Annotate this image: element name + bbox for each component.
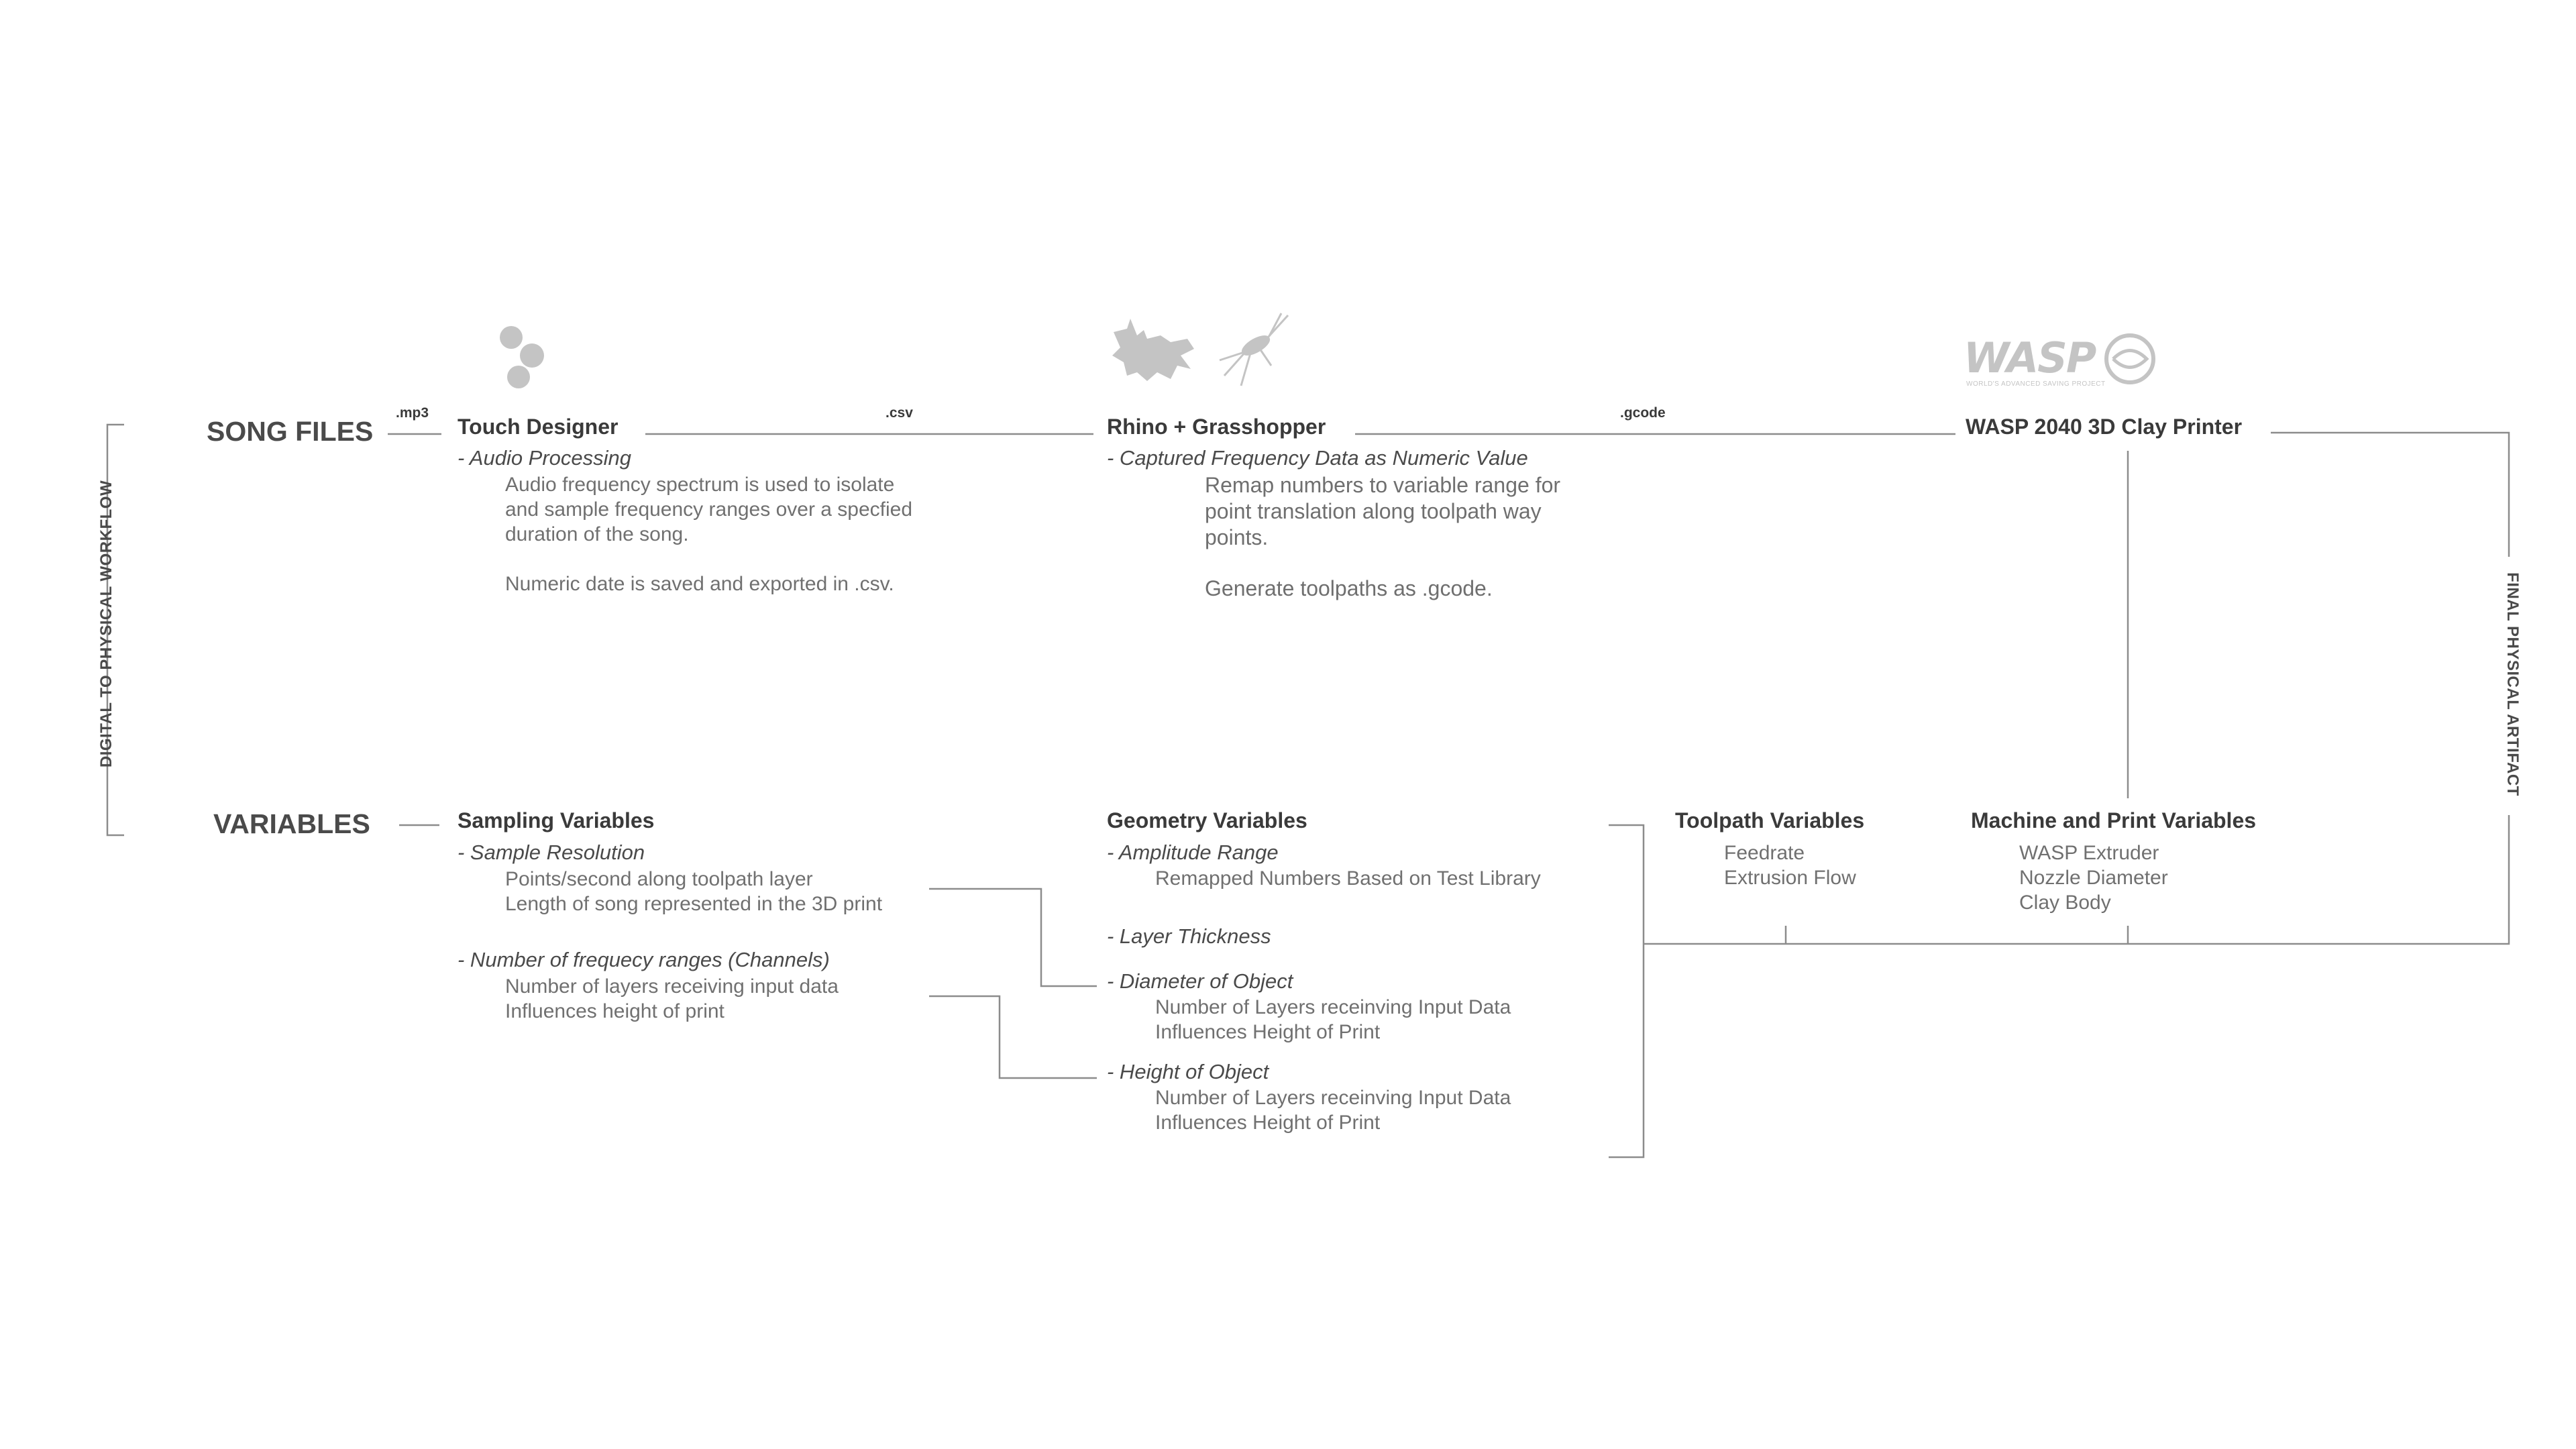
rhino-line-3: points. xyxy=(1205,525,1269,549)
sampling-variables-title: Sampling Variables xyxy=(458,808,655,833)
rhino-line-5: Generate toolpaths as .gcode. xyxy=(1205,576,1493,600)
audio-processing-subtitle: - Audio Processing xyxy=(458,446,632,470)
connector-channels-to-height xyxy=(929,996,1097,1078)
machine-variables-title: Machine and Print Variables xyxy=(1971,808,2257,833)
digital-to-physical-label: DIGITAL TO PHYSICAL WORKFLOW xyxy=(97,480,115,768)
diameter-description xyxy=(1155,995,1511,1044)
toolpath-variables-list xyxy=(1724,841,1856,890)
machine-variables-list xyxy=(2019,841,2168,915)
channels-line-1: Number of layers receiving input data xyxy=(505,975,839,998)
touch-designer-title: Touch Designer xyxy=(458,415,619,439)
machine-item-clay: Clay Body xyxy=(2019,892,2111,914)
connector-resolution-to-diameter xyxy=(929,889,1097,986)
sample-resolution-line-2: Length of song represented in the 3D print xyxy=(505,893,883,915)
diameter-label: - Diameter of Object xyxy=(1107,969,1293,993)
rhino-grasshopper-title: Rhino + Grasshopper xyxy=(1107,415,1326,439)
song-files-label: SONG FILES xyxy=(207,416,374,447)
geometry-bracket-line xyxy=(1609,825,1644,1157)
touch-line-3: duration of the song. xyxy=(505,523,689,545)
right-bracket-line xyxy=(2271,433,2509,557)
touch-line-4 xyxy=(505,547,912,572)
layer-thickness-label: - Layer Thickness xyxy=(1107,924,1271,948)
format-csv: .csv xyxy=(885,405,913,421)
amplitude-line-1: Remapped Numbers Based on Test Library xyxy=(1155,867,1541,890)
channels-line-2: Influences height of print xyxy=(505,1000,724,1022)
sample-resolution-line-1: Points/second along toolpath layer xyxy=(505,868,813,890)
rhino-line-2: point translation along toolpath way xyxy=(1205,499,1542,523)
channels-label: - Number of frequecy ranges (Channels) xyxy=(458,948,830,971)
touch-line-1: Audio frequency spectrum is used to isolate xyxy=(505,474,895,496)
height-description xyxy=(1155,1085,1511,1135)
touchdesigner-logo-icon xyxy=(493,322,560,392)
sample-resolution-label: - Sample Resolution xyxy=(458,841,645,864)
wasp-logo-text: WASP xyxy=(1964,333,2096,382)
height-label: - Height of Object xyxy=(1107,1060,1269,1083)
amplitude-range-label: - Amplitude Range xyxy=(1107,841,1279,864)
rhino-logo-icon xyxy=(1107,315,1201,389)
toolpath-variables-title: Toolpath Variables xyxy=(1675,808,1865,833)
machine-item-nozzle: Nozzle Diameter xyxy=(2019,867,2168,889)
touch-designer-description xyxy=(505,472,912,596)
machine-item-extruder: WASP Extruder xyxy=(2019,842,2159,864)
format-gcode: .gcode xyxy=(1620,405,1666,421)
captured-frequency-subtitle: - Captured Frequency Data as Numeric Value xyxy=(1107,446,1528,470)
amplitude-range-description xyxy=(1155,866,1541,891)
touch-line-5: Numeric date is saved and exported in .csv. xyxy=(505,573,894,595)
channels-description xyxy=(505,974,839,1024)
wasp-printer-title: WASP 2040 3D Clay Printer xyxy=(1966,415,2243,439)
grasshopper-logo-icon xyxy=(1214,312,1295,389)
geometry-variables-title: Geometry Variables xyxy=(1107,808,1307,833)
rhino-line-1: Remap numbers to variable range for xyxy=(1205,473,1561,497)
wasp-logo-icon xyxy=(1962,332,2157,392)
format-mp3: .mp3 xyxy=(396,405,429,421)
wasp-logo-tagline: WORLD'S ADVANCED SAVING PROJECT xyxy=(1966,380,2106,388)
diameter-line-2: Influences Height of Print xyxy=(1155,1021,1381,1043)
diameter-line-1: Number of Layers receinving Input Data xyxy=(1155,996,1511,1018)
variables-label: VARIABLES xyxy=(213,808,370,839)
rhino-description xyxy=(1205,472,1560,602)
sample-resolution-description xyxy=(505,867,882,916)
rhino-line-4 xyxy=(1205,551,1560,576)
height-line-2: Influences Height of Print xyxy=(1155,1112,1381,1134)
final-physical-artifact-label: FINAL PHYSICAL ARTIFACT xyxy=(2504,572,2522,796)
touch-line-2: and sample frequency ranges over a specfied xyxy=(505,498,913,521)
toolpath-item-feedrate: Feedrate xyxy=(1724,842,1805,864)
height-line-1: Number of Layers receinving Input Data xyxy=(1155,1087,1511,1109)
toolpath-item-extrusion: Extrusion Flow xyxy=(1724,867,1856,889)
